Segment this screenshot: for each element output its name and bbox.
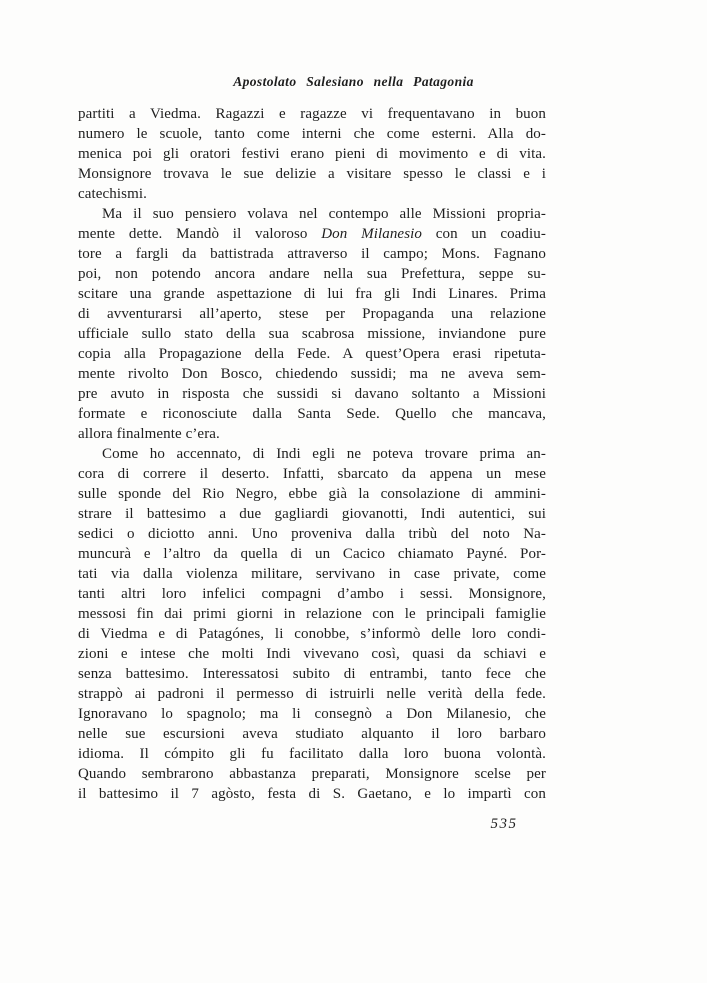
paragraph (78, 444, 546, 804)
text-line: catechismi. (78, 186, 147, 202)
text-line: sulle sponde del Rio Negro, ebbe già la consolazione di ammini- (78, 486, 546, 502)
text-line: cora di correre il deserto. Infatti, sbarcato da appena un mese (78, 466, 546, 482)
text-line: strappò ai padroni il permesso di istruirli nelle verità della fede. (78, 686, 546, 702)
text-line: sedici o diciotto anni. Uno proveniva dalla tribù del noto Na- (78, 526, 546, 542)
text-line: formate e riconosciute dalla Santa Sede. Quello che mancava, (78, 406, 546, 422)
text-line: numero le scuole, tanto come interni che come esterni. Alla do- (78, 126, 546, 142)
text-line: pre avuto in risposta che sussidi si davano soltanto a Missioni (78, 386, 546, 402)
text-line: strare il battesimo a due gagliardi giovanotti, Indi autentici, sui (78, 506, 546, 522)
text-line: Ma il suo pensiero volava nel contempo alle Missioni propria- (102, 206, 546, 222)
text-line: Quando sembrarono abbastanza preparati, Monsignore scelse per (78, 766, 546, 782)
italic-text: Don Milanesio (321, 226, 422, 242)
text-line: mente dette. Mandò il valoroso Don Milanesio con un coadiu- (78, 226, 546, 242)
text-line: di Viedma e di Patagónes, li conobbe, s’informò delle loro condi- (78, 626, 546, 642)
text-line: di avventurarsi all’aperto, stese per Propaganda una relazione (78, 306, 546, 322)
text-line: Come ho accennato, di Indi egli ne poteva trovare prima an- (102, 446, 546, 462)
text-line: messosi fin dai primi giorni in relazione con le principali famiglie (78, 606, 546, 622)
text-line: mente rivolto Don Bosco, chiedendo sussidi; ma ne aveva sem- (78, 366, 546, 382)
text-line: Ignoravano lo spagnolo; ma li consegnò a Don Milanesio, che (78, 706, 546, 722)
text-line: menica poi gli oratori festivi erano pieni di movimento e di vita. (78, 146, 546, 162)
text-line: partiti a Viedma. Ragazzi e ragazze vi frequentavano in buon (78, 106, 546, 122)
text-line: tati via dalla violenza militare, servivano in case private, come (78, 566, 546, 582)
text-line: scitare una grande aspettazione di lui fra gli Indi Linares. Prima (78, 286, 546, 302)
text-block (78, 104, 546, 804)
text-line: zioni e intese che molti Indi vivevano così, quasi da schiavi e (78, 646, 546, 662)
text-line: senza battesimo. Interessatosi subito di entrambi, tanto fece che (78, 666, 546, 682)
text-line: ufficiale sullo stato della sua scabrosa missione, inviandone pure (78, 326, 546, 342)
text-line: Monsignore trovava le sue delizie a visitare spesso le classi e i (78, 166, 546, 182)
text-line: nelle sue escursioni aveva studiato alquanto il loro barbaro (78, 726, 546, 742)
page-number: 535 (490, 816, 518, 832)
text-line: idioma. Il cómpito gli fu facilitato dalla loro buona volontà. (78, 746, 546, 762)
text-line: tore a fargli da battistrada attraverso il campo; Mons. Fagnano (78, 246, 546, 262)
paragraph (78, 204, 546, 444)
text-line: copia alla Propagazione della Fede. A quest’Opera erasi ripetuta- (78, 346, 546, 362)
paragraph (78, 104, 546, 204)
text-line: poi, non potendo ancora andare nella sua Prefettura, seppe su- (78, 266, 546, 282)
running-header: Apostolato Salesiano nella Patagonia (233, 74, 474, 89)
text-line: tanti altri loro infelici compagni d’ambo i sessi. Monsignore, (78, 586, 546, 602)
text-line: il battesimo il 7 agòsto, festa di S. Gaetano, e lo impartì con (78, 786, 546, 802)
text-line: muncurà e l’altro da quella di un Cacico chiamato Payné. Por- (78, 546, 546, 562)
text-line: allora finalmente c’era. (78, 426, 220, 442)
